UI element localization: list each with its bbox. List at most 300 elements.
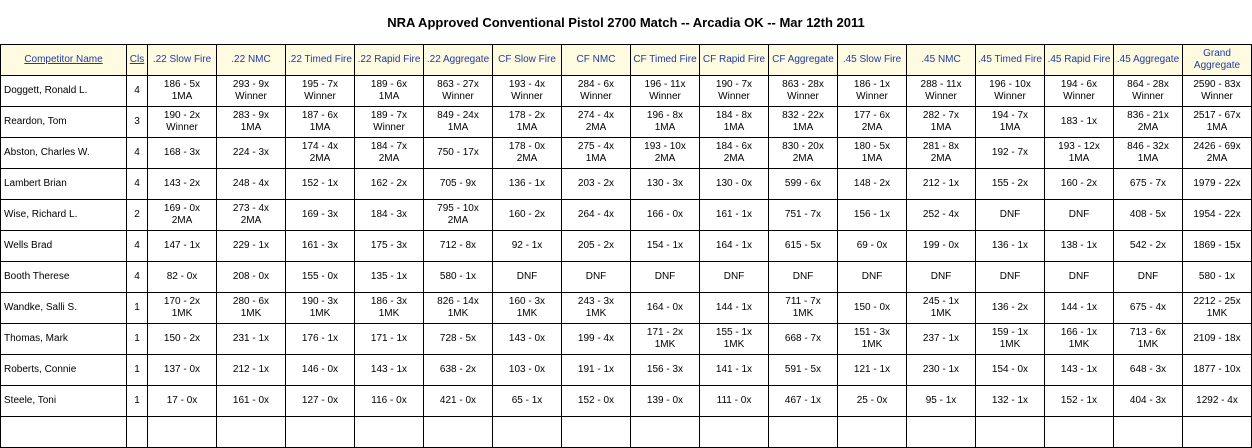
score-cell [700, 200, 769, 231]
award-label: 1MK [861, 339, 883, 350]
score-cell [562, 76, 631, 107]
score-cell [286, 76, 355, 107]
score-cell [217, 231, 286, 262]
score-cell [493, 138, 562, 169]
score-value: 155 - 0x [301, 271, 339, 282]
empty-cell [562, 417, 631, 448]
score-cell [907, 262, 976, 293]
column-header: .22 Slow Fire [148, 45, 217, 76]
score-value: 237 - 1x [922, 333, 960, 344]
competitor-name-cell: Wandke, Salli S. [1, 293, 127, 324]
score-value: 795 - 10x [437, 203, 479, 214]
award-label: Winner [511, 91, 543, 102]
empty-cell [1045, 417, 1114, 448]
score-value: 1979 - 22x [1193, 178, 1241, 189]
score-value: 187 - 6x [301, 110, 339, 121]
score-cell [700, 293, 769, 324]
score-value: 143 - 1x [370, 364, 408, 375]
empty-cell [976, 417, 1045, 448]
score-value: 171 - 2x [646, 327, 684, 338]
score-value: 750 - 17x [437, 147, 479, 158]
score-value: DNF [792, 271, 814, 282]
score-value: 143 - 1x [1060, 364, 1098, 375]
score-value: 467 - 1x [784, 395, 822, 406]
score-cell [1183, 262, 1252, 293]
score-cell [493, 231, 562, 262]
column-header: .45 NMC [907, 45, 976, 76]
score-cell [493, 200, 562, 231]
competitor-name-cell: Abston, Charles W. [1, 138, 127, 169]
score-cell [700, 386, 769, 417]
score-value: 281 - 8x [922, 141, 960, 152]
score-value: 194 - 7x [991, 110, 1029, 121]
score-cell [907, 386, 976, 417]
score-value: 148 - 2x [853, 178, 891, 189]
score-cell [976, 107, 1045, 138]
score-cell [907, 324, 976, 355]
score-cell [286, 169, 355, 200]
score-value: 164 - 0x [646, 302, 684, 313]
score-value: 169 - 0x [163, 203, 201, 214]
score-cell [631, 262, 700, 293]
score-value: 156 - 1x [853, 209, 891, 220]
award-label: 2MA [723, 153, 745, 164]
score-cell [148, 355, 217, 386]
score-cell [148, 324, 217, 355]
score-value: 135 - 1x [370, 271, 408, 282]
score-value: 212 - 1x [922, 178, 960, 189]
score-value: 166 - 0x [646, 209, 684, 220]
score-value: 139 - 0x [646, 395, 684, 406]
award-label: 1MK [792, 308, 814, 319]
score-cell [976, 169, 1045, 200]
empty-cell [286, 417, 355, 448]
award-label: 1MA [240, 122, 262, 133]
award-label: 1MK [171, 308, 193, 319]
score-cell [562, 293, 631, 324]
score-cell [562, 200, 631, 231]
column-header: CF Timed Fire [631, 45, 700, 76]
score-cell [631, 169, 700, 200]
score-value: 712 - 8x [439, 240, 477, 251]
award-label: 2MA [654, 153, 676, 164]
empty-cell [769, 417, 838, 448]
score-value: 283 - 9x [232, 110, 270, 121]
score-value: 156 - 3x [646, 364, 684, 375]
score-value: 143 - 0x [508, 333, 546, 344]
score-value: 146 - 0x [301, 364, 339, 375]
score-value: 830 - 20x [782, 141, 824, 152]
competitor-name-cell: Reardon, Tom [1, 107, 127, 138]
score-value: 751 - 7x [784, 209, 822, 220]
award-label: Winner [994, 91, 1026, 102]
score-value: 193 - 10x [644, 141, 686, 152]
score-value: 151 - 3x [853, 327, 891, 338]
score-cell [1045, 107, 1114, 138]
score-value: DNF [1137, 271, 1159, 282]
award-label: 1MA [1137, 153, 1159, 164]
score-value: 849 - 24x [437, 110, 479, 121]
score-cell [1114, 386, 1183, 417]
score-value: 152 - 1x [1060, 395, 1098, 406]
award-label: 1MA [309, 122, 331, 133]
class-cell: 4 [127, 262, 148, 293]
score-cell [700, 231, 769, 262]
score-cell [700, 76, 769, 107]
table-row [1, 107, 1252, 138]
score-cell [1114, 231, 1183, 262]
score-cell [1114, 262, 1183, 293]
score-value: 864 - 28x [1127, 79, 1169, 90]
score-cell [769, 262, 838, 293]
score-value: 1877 - 10x [1193, 364, 1241, 375]
score-value: 189 - 7x [370, 110, 408, 121]
score-value: 408 - 5x [1129, 209, 1167, 220]
column-header: .45 Rapid Fire [1045, 45, 1114, 76]
score-value: 832 - 22x [782, 110, 824, 121]
score-cell [1183, 200, 1252, 231]
score-cell [1114, 107, 1183, 138]
award-label: 2MA [1137, 122, 1159, 133]
award-label: Winner [925, 91, 957, 102]
score-value: 836 - 21x [1127, 110, 1169, 121]
score-cell [1045, 355, 1114, 386]
award-label: 1MK [585, 308, 607, 319]
competitor-name-cell: Steele, Toni [1, 386, 127, 417]
score-cell [700, 138, 769, 169]
score-value: 863 - 27x [437, 79, 479, 90]
score-value: 141 - 1x [715, 364, 753, 375]
award-label: 2MA [585, 122, 607, 133]
score-value: 826 - 14x [437, 296, 479, 307]
score-cell [286, 293, 355, 324]
class-cell: 1 [127, 293, 148, 324]
award-label: 2MA [171, 215, 193, 226]
score-cell [838, 76, 907, 107]
score-value: 421 - 0x [439, 395, 477, 406]
award-label: Winner [649, 91, 681, 102]
score-cell [1114, 138, 1183, 169]
score-cell [1045, 262, 1114, 293]
score-cell [631, 107, 700, 138]
award-label: 1MA [1206, 122, 1228, 133]
score-value: 137 - 0x [163, 364, 201, 375]
score-cell [907, 355, 976, 386]
score-value: 186 - 1x [853, 79, 891, 90]
score-cell [1045, 76, 1114, 107]
empty-cell [631, 417, 700, 448]
competitor-name-cell: Doggett, Ronald L. [1, 76, 127, 107]
score-cell [976, 138, 1045, 169]
score-value: 193 - 4x [508, 79, 546, 90]
score-cell [631, 76, 700, 107]
column-header: CF NMC [562, 45, 631, 76]
column-header: .22 Rapid Fire [355, 45, 424, 76]
score-value: 638 - 2x [439, 364, 477, 375]
class-cell: 4 [127, 76, 148, 107]
header-row [1, 45, 1252, 76]
score-cell [424, 76, 493, 107]
score-cell [631, 138, 700, 169]
column-header-cls[interactable]: Cls [127, 45, 148, 76]
score-value: 190 - 2x [163, 110, 201, 121]
score-cell [700, 262, 769, 293]
score-value: 166 - 1x [1060, 327, 1098, 338]
table-row [1, 324, 1252, 355]
score-cell [493, 169, 562, 200]
score-value: 282 - 7x [922, 110, 960, 121]
award-label: Winner [373, 122, 405, 133]
score-value: 144 - 1x [1060, 302, 1098, 313]
score-cell [148, 76, 217, 107]
score-cell [217, 169, 286, 200]
score-value: 184 - 7x [370, 141, 408, 152]
score-value: 154 - 0x [991, 364, 1029, 375]
award-label: 1MK [1068, 339, 1090, 350]
score-value: 2426 - 69x [1193, 141, 1241, 152]
score-cell [217, 200, 286, 231]
score-value: 284 - 6x [577, 79, 615, 90]
score-value: 599 - 6x [784, 178, 822, 189]
score-cell [424, 355, 493, 386]
score-cell [148, 107, 217, 138]
score-value: 121 - 1x [853, 364, 891, 375]
score-value: DNF [999, 271, 1021, 282]
score-cell [217, 386, 286, 417]
score-cell [148, 138, 217, 169]
column-header: .22 Timed Fire [286, 45, 355, 76]
score-value: 288 - 11x [920, 79, 962, 90]
score-value: 169 - 3x [301, 209, 339, 220]
score-value: 171 - 1x [370, 333, 408, 344]
score-value: 203 - 2x [577, 178, 615, 189]
score-cell [700, 169, 769, 200]
score-value: 668 - 7x [784, 333, 822, 344]
score-value: 164 - 1x [715, 240, 753, 251]
score-value: DNF [585, 271, 607, 282]
score-value: 152 - 0x [577, 395, 615, 406]
table-row [1, 231, 1252, 262]
score-value: 711 - 7x [785, 296, 821, 307]
score-cell [838, 355, 907, 386]
score-value: 591 - 5x [784, 364, 822, 375]
score-cell [148, 231, 217, 262]
column-header: CF Slow Fire [493, 45, 562, 76]
score-value: 161 - 3x [301, 240, 339, 251]
award-label: 1MA [999, 122, 1021, 133]
score-value: 675 - 4x [1129, 302, 1167, 313]
score-value: DNF [930, 271, 952, 282]
score-value: 252 - 4x [922, 209, 960, 220]
score-value: 144 - 1x [715, 302, 753, 313]
award-label: 1MA [171, 91, 193, 102]
score-value: 184 - 3x [370, 209, 408, 220]
score-cell [493, 262, 562, 293]
award-label: 1MK [930, 308, 952, 319]
score-cell [1114, 355, 1183, 386]
class-cell: 1 [127, 355, 148, 386]
table-row [1, 138, 1252, 169]
score-value: 178 - 0x [508, 141, 546, 152]
score-value: 229 - 1x [232, 240, 270, 251]
score-cell [562, 386, 631, 417]
score-cell [355, 200, 424, 231]
award-label: 2MA [309, 153, 331, 164]
competitor-name-cell: Roberts, Connie [1, 355, 127, 386]
score-cell [148, 169, 217, 200]
score-cell [1045, 231, 1114, 262]
score-cell [424, 200, 493, 231]
award-label: 1MK [447, 308, 469, 319]
award-label: 1MK [1137, 339, 1159, 350]
score-value: 248 - 4x [232, 178, 270, 189]
score-value: 160 - 2x [1060, 178, 1098, 189]
score-cell [769, 76, 838, 107]
score-value: 65 - 1x [511, 395, 543, 406]
score-value: 136 - 1x [991, 240, 1029, 251]
score-value: 280 - 6x [232, 296, 270, 307]
score-value: 82 - 0x [166, 271, 198, 282]
score-cell [976, 293, 1045, 324]
score-value: 155 - 2x [991, 178, 1029, 189]
score-value: 160 - 3x [508, 296, 546, 307]
score-value: 580 - 1x [1198, 271, 1236, 282]
award-label: 1MK [654, 339, 676, 350]
score-cell [1183, 355, 1252, 386]
score-value: 170 - 2x [163, 296, 201, 307]
empty-cell [838, 417, 907, 448]
score-cell [631, 231, 700, 262]
score-value: 2109 - 18x [1193, 333, 1241, 344]
award-label: 2MA [930, 153, 952, 164]
competitor-name-cell: Wise, Richard L. [1, 200, 127, 231]
empty-cell [700, 417, 769, 448]
award-label: Winner [166, 122, 198, 133]
score-value: 245 - 1x [922, 296, 960, 307]
award-label: 1MA [378, 91, 400, 102]
award-label: 1MA [654, 122, 676, 133]
empty-cell [1183, 417, 1252, 448]
score-value: 92 - 1x [511, 240, 543, 251]
score-value: 194 - 6x [1060, 79, 1098, 90]
score-value: 580 - 1x [439, 271, 477, 282]
award-label: 1MA [1068, 153, 1090, 164]
score-value: 186 - 3x [370, 296, 408, 307]
score-cell [907, 138, 976, 169]
score-cell [355, 324, 424, 355]
score-cell [976, 262, 1045, 293]
score-cell [700, 355, 769, 386]
score-cell [286, 355, 355, 386]
score-cell [355, 169, 424, 200]
score-cell [493, 386, 562, 417]
score-cell [286, 386, 355, 417]
score-cell [148, 200, 217, 231]
score-cell [907, 76, 976, 107]
score-value: 150 - 0x [853, 302, 891, 313]
score-value: 17 - 0x [166, 395, 198, 406]
score-value: 168 - 3x [163, 147, 201, 158]
score-cell [424, 386, 493, 417]
page-title: NRA Approved Conventional Pistol 2700 Match -- Arcadia OK -- Mar 12th 2011 [387, 14, 865, 30]
award-label: 1MK [378, 308, 400, 319]
table-row [1, 293, 1252, 324]
award-label: Winner [442, 91, 474, 102]
score-cell [562, 138, 631, 169]
score-value: DNF [516, 271, 538, 282]
score-cell [355, 386, 424, 417]
empty-cell [127, 417, 148, 448]
score-cell [838, 262, 907, 293]
score-value: 147 - 1x [163, 240, 201, 251]
column-header: Grand Aggregate [1183, 45, 1252, 76]
score-cell [907, 293, 976, 324]
score-value: 273 - 4x [232, 203, 270, 214]
score-cell [1183, 138, 1252, 169]
score-cell [562, 355, 631, 386]
score-value: 162 - 2x [370, 178, 408, 189]
class-cell: 4 [127, 138, 148, 169]
score-value: 159 - 1x [991, 327, 1029, 338]
table-row [1, 355, 1252, 386]
award-label: Winner [235, 91, 267, 102]
score-cell [1183, 293, 1252, 324]
score-value: 154 - 1x [646, 240, 684, 251]
score-cell [907, 231, 976, 262]
score-value: 190 - 7x [715, 79, 753, 90]
score-cell [838, 138, 907, 169]
award-label: Winner [1201, 91, 1233, 102]
column-header: .22 Aggregate [424, 45, 493, 76]
score-value: 180 - 5x [853, 141, 891, 152]
score-cell [769, 324, 838, 355]
score-cell [907, 169, 976, 200]
score-cell [217, 76, 286, 107]
score-cell [1183, 169, 1252, 200]
award-label: Winner [718, 91, 750, 102]
award-label: 1MA [585, 153, 607, 164]
score-cell [1183, 324, 1252, 355]
competitor-name-cell: Thomas, Mark [1, 324, 127, 355]
score-cell [1114, 76, 1183, 107]
award-label: 1MA [447, 122, 469, 133]
score-cell [1045, 200, 1114, 231]
score-cell [769, 107, 838, 138]
score-cell [217, 138, 286, 169]
score-value: 161 - 0x [232, 395, 270, 406]
award-label: Winner [1063, 91, 1095, 102]
score-value: 863 - 28x [782, 79, 824, 90]
column-header-competitor-name[interactable]: Competitor Name [1, 45, 127, 76]
score-cell [562, 169, 631, 200]
score-value: 196 - 8x [646, 110, 684, 121]
results-table [0, 44, 1252, 448]
score-cell [424, 262, 493, 293]
score-value: 404 - 3x [1129, 395, 1167, 406]
score-cell [769, 138, 838, 169]
column-header: CF Aggregate [769, 45, 838, 76]
score-value: 174 - 4x [301, 141, 339, 152]
score-value: 152 - 1x [301, 178, 339, 189]
score-cell [631, 200, 700, 231]
score-value: 183 - 1x [1060, 116, 1098, 127]
score-value: 127 - 0x [301, 395, 339, 406]
score-cell [355, 76, 424, 107]
score-value: 274 - 4x [577, 110, 615, 121]
score-cell [1114, 200, 1183, 231]
score-value: DNF [723, 271, 745, 282]
award-label: 2MA [378, 153, 400, 164]
